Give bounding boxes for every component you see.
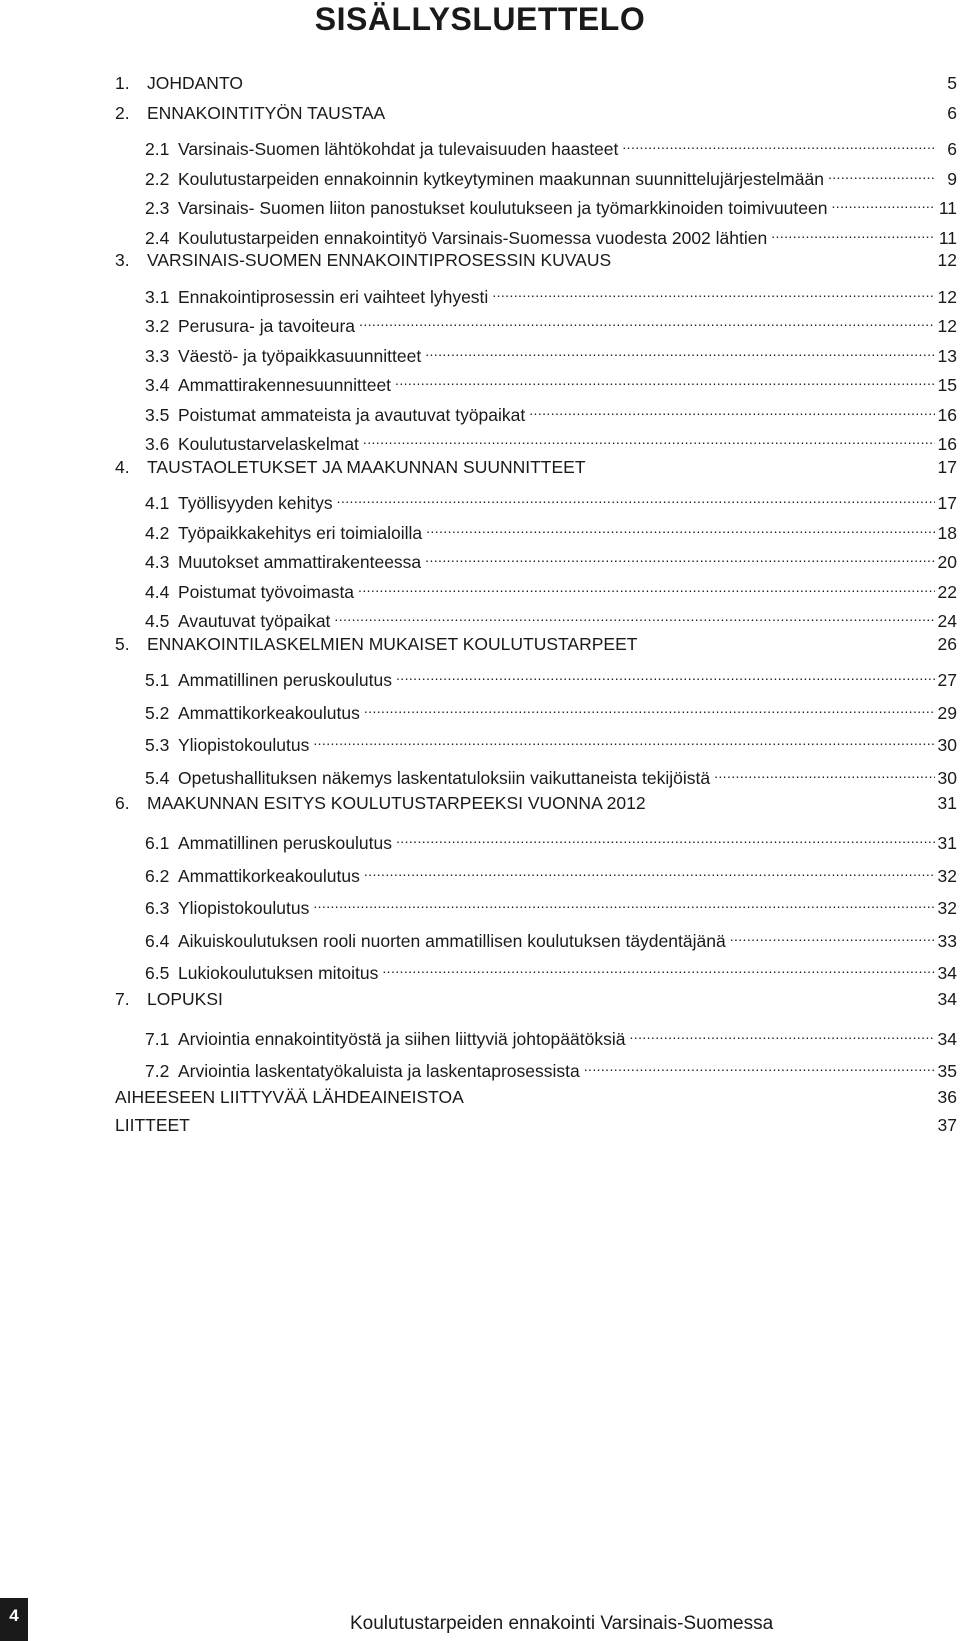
toc-entry-label: Koulutustarvelaskelmat xyxy=(178,434,359,454)
toc-entry-label: Avautuvat työpaikat xyxy=(178,611,331,631)
toc-entry-page: 18 xyxy=(937,522,957,543)
dot-leader xyxy=(334,601,935,627)
toc-entry-number: 6.2 xyxy=(145,865,170,886)
dot-leader xyxy=(396,823,935,849)
toc-entry-label: Arviointia laskentatyökaluista ja laskentaprosessista xyxy=(178,1061,580,1082)
dot-leader xyxy=(828,159,935,185)
toc-entry-number: 4.5 xyxy=(145,611,170,631)
toc-entry-number: 3.3 xyxy=(145,345,170,366)
toc-entry-label: Ammattirakennesuunnitteet xyxy=(178,375,392,395)
toc-entry[interactable] xyxy=(115,986,957,1012)
toc-entry[interactable] xyxy=(115,693,957,723)
toc-entry[interactable] xyxy=(115,921,957,951)
dot-leader xyxy=(529,395,935,421)
toc-entry-label: Varsinais-Suomen lähtökohdat ja tulevaisuuden haasteet xyxy=(178,139,619,159)
toc-entry[interactable] xyxy=(115,100,957,126)
toc-entry-number: 2. xyxy=(115,102,130,123)
toc-entry-number: 2.2 xyxy=(145,168,170,189)
toc-entry[interactable] xyxy=(115,601,957,631)
toc-entry-number: 7. xyxy=(115,989,130,1009)
toc-entry-label: ENNAKOINTITYÖN TAUSTAA xyxy=(147,102,386,123)
toc-entry-label: VARSINAIS-SUOMEN ENNAKOINTIPROSESSIN KUVAUS xyxy=(147,250,612,270)
toc-entry-number: 4.2 xyxy=(145,522,170,543)
toc-entry-page: 35 xyxy=(937,1061,957,1082)
toc-entry[interactable] xyxy=(115,395,957,425)
toc-entry[interactable] xyxy=(115,159,957,189)
page-title: SISÄLLYSLUETTELO xyxy=(314,1,646,37)
toc-entry[interactable] xyxy=(115,513,957,543)
toc-entry-number: 1. xyxy=(115,73,130,93)
toc-entry[interactable] xyxy=(115,336,957,366)
toc-entry-number: 2.4 xyxy=(145,227,170,248)
toc-entry-page: 26 xyxy=(937,633,957,654)
table-of-contents xyxy=(115,70,957,1141)
toc-entry-number: 3.5 xyxy=(145,404,170,425)
toc-entry-page: 15 xyxy=(937,375,957,395)
dot-leader xyxy=(395,365,935,391)
toc-entry-page: 20 xyxy=(937,552,957,572)
toc-entry[interactable] xyxy=(115,247,957,273)
toc-entry-label: Ammatillinen peruskoulutus xyxy=(178,670,392,690)
toc-entry-label: Työpaikkakehitys eri toimialoilla xyxy=(178,522,423,543)
toc-entry-page: 34 xyxy=(937,1028,957,1049)
dot-leader xyxy=(492,277,935,303)
toc-entry-number: 5.2 xyxy=(145,702,170,723)
toc-entry[interactable] xyxy=(115,758,957,788)
dot-leader xyxy=(313,888,935,914)
toc-entry-page: 6 xyxy=(947,102,957,123)
toc-entry-number: 6.3 xyxy=(145,898,170,919)
toc-entry-page: 32 xyxy=(937,898,957,919)
toc-entry-label: Koulutustarpeiden ennakointityö Varsinais-Suomessa vuodesta 2002 lähtien xyxy=(178,227,768,248)
toc-entry[interactable] xyxy=(115,1112,957,1138)
toc-entry-page: 13 xyxy=(937,345,957,366)
toc-entry-number: 3.1 xyxy=(145,286,170,307)
dot-leader xyxy=(337,483,935,509)
toc-entry-label: Ammattikorkeakoulutus xyxy=(178,702,360,723)
toc-entry-label: Ammattikorkeakoulutus xyxy=(178,865,360,886)
footer-page-number: 4 xyxy=(0,1598,28,1641)
toc-entry-label: LOPUKSI xyxy=(147,989,223,1009)
toc-entry-label: Muutokset ammattirakenteessa xyxy=(178,552,422,572)
toc-entry[interactable] xyxy=(115,888,957,919)
page-footer xyxy=(0,1598,960,1641)
toc-entry-label: Ammatillinen peruskoulutus xyxy=(178,833,392,853)
dot-leader xyxy=(396,660,935,686)
toc-entry-number: 3.2 xyxy=(145,316,170,336)
toc-entry-number: 6.4 xyxy=(145,930,170,951)
toc-entry-page: 36 xyxy=(937,1086,957,1107)
toc-entry-page: 30 xyxy=(937,767,957,788)
toc-entry-page: 34 xyxy=(937,989,957,1009)
toc-entry-label: Perusura- ja tavoiteura xyxy=(178,316,356,336)
dot-leader xyxy=(364,856,935,882)
toc-entry-number: 2.3 xyxy=(145,198,170,218)
toc-entry[interactable] xyxy=(115,1051,957,1082)
toc-entry-page: 9 xyxy=(947,168,957,189)
toc-entry-page: 30 xyxy=(937,735,957,756)
toc-entry-label: Lukiokoulutuksen mitoitus xyxy=(178,963,379,984)
toc-entry-page: 34 xyxy=(937,963,957,984)
dot-leader xyxy=(363,424,935,450)
toc-entry[interactable] xyxy=(115,1084,957,1110)
toc-entry-label: Opetushallituksen näkemys laskentatuloksiin vaikuttaneista tekijöistä xyxy=(178,767,711,788)
toc-entry[interactable] xyxy=(115,424,957,454)
toc-entry-page: 17 xyxy=(937,456,957,477)
toc-entry-page: 27 xyxy=(937,670,957,690)
toc-entry-label: Arviointia ennakointityöstä ja siihen liittyviä johtopäätöksiä xyxy=(178,1028,626,1049)
toc-entry-page: 16 xyxy=(937,404,957,425)
toc-entry-label: LIITTEET xyxy=(115,1115,190,1136)
dot-leader xyxy=(364,693,935,719)
toc-entry-number: 3.6 xyxy=(145,434,170,454)
toc-entry-label: AIHEESEEN LIITTYVÄÄ LÄHDEAINEISTOA xyxy=(115,1086,464,1107)
toc-entry[interactable] xyxy=(115,129,957,159)
toc-entry-label: Yliopistokoulutus xyxy=(178,898,310,919)
toc-entry-page: 12 xyxy=(937,316,957,336)
toc-entry[interactable] xyxy=(115,856,957,886)
dot-leader xyxy=(425,336,935,362)
toc-entry[interactable] xyxy=(115,631,957,657)
toc-entry[interactable] xyxy=(115,660,957,690)
toc-entry-page: 12 xyxy=(937,286,957,307)
toc-entry-page: 6 xyxy=(947,139,957,159)
toc-entry-label: JOHDANTO xyxy=(147,73,243,93)
toc-entry-label: Poistumat ammateista ja avautuvat työpaikat xyxy=(178,404,526,425)
toc-entry-page: 17 xyxy=(937,493,957,513)
toc-entry[interactable] xyxy=(115,542,957,572)
toc-entry-page: 32 xyxy=(937,865,957,886)
toc-entry[interactable] xyxy=(115,365,957,395)
toc-entry[interactable] xyxy=(115,790,957,816)
dot-leader xyxy=(629,1019,935,1045)
dot-leader xyxy=(426,513,935,539)
toc-entry-number: 5.1 xyxy=(145,670,170,690)
toc-entry-page: 22 xyxy=(937,581,957,602)
toc-entry-label: Työllisyyden kehitys xyxy=(178,493,333,513)
dot-leader xyxy=(714,758,935,784)
dot-leader xyxy=(313,725,935,751)
toc-entry-page: 37 xyxy=(937,1115,957,1136)
toc-entry[interactable] xyxy=(115,277,957,307)
toc-entry[interactable] xyxy=(115,483,957,513)
toc-entry-number: 6. xyxy=(115,793,130,814)
toc-entry-label: TAUSTAOLETUKSET JA MAAKUNNAN SUUNNITTEET xyxy=(147,456,586,477)
toc-entry[interactable] xyxy=(115,70,957,96)
toc-entry[interactable] xyxy=(115,218,957,248)
toc-entry-label: Koulutustarpeiden ennakoinnin kytkeytyminen maakunnan suunnittelujärjestelmään xyxy=(178,168,824,189)
toc-entry-page: 33 xyxy=(937,930,957,951)
dot-leader xyxy=(584,1051,935,1077)
toc-entry-number: 7.1 xyxy=(145,1028,170,1049)
toc-entry-number: 5.4 xyxy=(145,767,170,788)
toc-entry-page: 11 xyxy=(938,227,957,248)
toc-entry-page: 12 xyxy=(937,250,957,270)
dot-leader xyxy=(622,129,935,155)
toc-entry-page: 31 xyxy=(937,793,957,814)
toc-entry[interactable] xyxy=(115,953,957,984)
toc-entry[interactable] xyxy=(115,572,957,602)
toc-entry-number: 6.5 xyxy=(145,963,170,984)
toc-entry-number: 5. xyxy=(115,633,130,654)
dot-leader xyxy=(382,953,935,979)
dot-leader xyxy=(730,921,935,947)
toc-entry-label: Yliopistokoulutus xyxy=(178,735,310,756)
toc-entry-page: 29 xyxy=(937,702,957,723)
toc-entry-label: Varsinais- Suomen liiton panostukset koulutukseen ja työmarkkinoiden toimivuuteen xyxy=(178,198,828,218)
toc-entry-label: Ennakointiprosessin eri vaihteet lyhyesti xyxy=(178,286,489,307)
toc-entry-label: ENNAKOINTILASKELMIEN MUKAISET KOULUTUSTARPEET xyxy=(147,633,638,654)
toc-entry[interactable] xyxy=(115,823,957,853)
toc-entry-number: 5.3 xyxy=(145,735,170,756)
toc-entry-label: Väestö- ja työpaikkasuunnitteet xyxy=(178,345,422,366)
toc-entry-number: 3.4 xyxy=(145,375,170,395)
footer-publication-title: Koulutustarpeiden ennakointi Varsinais-Suomessa xyxy=(350,1613,774,1634)
dot-leader xyxy=(831,188,935,214)
toc-entry-page: 16 xyxy=(937,434,957,454)
toc-entry[interactable] xyxy=(115,306,957,336)
toc-entry-label: Aikuiskoulutuksen rooli nuorten ammatillisen koulutuksen täydentäjänä xyxy=(178,930,726,951)
toc-entry-label: Poistumat työvoimasta xyxy=(178,581,355,602)
toc-entry-number: 4.3 xyxy=(145,552,170,572)
toc-entry-page: 24 xyxy=(937,611,957,631)
toc-entry[interactable] xyxy=(115,1019,957,1049)
toc-entry-number: 4. xyxy=(115,456,130,477)
toc-entry-label: MAAKUNNAN ESITYS KOULUTUSTARPEEKSI VUONNA 2012 xyxy=(147,793,646,814)
toc-entry-page: 5 xyxy=(947,73,957,93)
toc-entry-number: 4.1 xyxy=(145,493,170,513)
dot-leader xyxy=(771,218,935,244)
toc-entry[interactable] xyxy=(115,454,957,480)
dot-leader xyxy=(425,542,935,568)
toc-entry-number: 7.2 xyxy=(145,1061,170,1082)
toc-entry-number: 2.1 xyxy=(145,139,170,159)
toc-entry-number: 4.4 xyxy=(145,581,170,602)
toc-entry-page: 11 xyxy=(938,198,957,218)
toc-entry[interactable] xyxy=(115,725,957,756)
dot-leader xyxy=(358,572,935,598)
toc-entry[interactable] xyxy=(115,188,957,218)
toc-entry-number: 6.1 xyxy=(145,833,170,853)
dot-leader xyxy=(359,306,935,332)
toc-entry-page: 31 xyxy=(937,833,957,853)
toc-entry-number: 3. xyxy=(115,250,130,270)
